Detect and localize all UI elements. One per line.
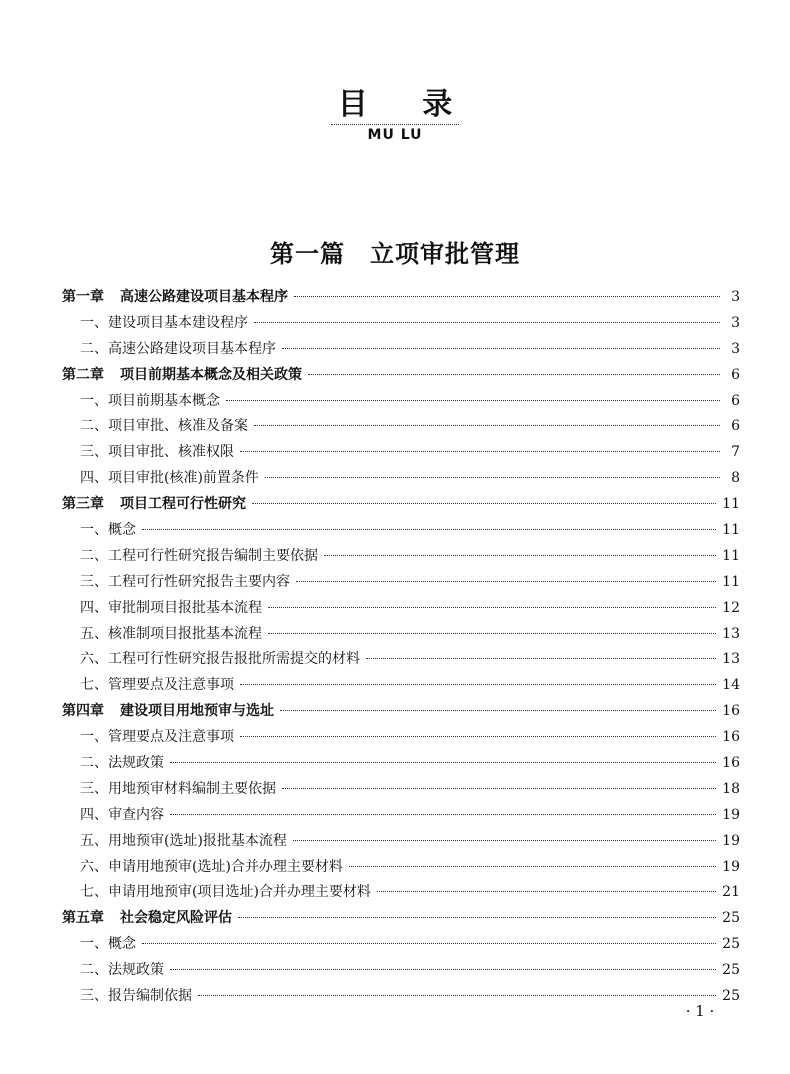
- dot-leader: [240, 451, 720, 452]
- entry-title: 二、高速公路建设项目基本程序: [80, 340, 276, 357]
- entry-page-number: 25: [722, 910, 740, 927]
- dot-leader: [293, 840, 716, 841]
- dot-leader: [170, 969, 716, 970]
- toc-chapter-entry[interactable]: [62, 699, 740, 725]
- dot-leader: [282, 788, 716, 789]
- chapter-number: 第五章: [62, 910, 104, 927]
- toc-section-entry[interactable]: [62, 984, 740, 1010]
- entry-title: 社会稳定风险评估: [120, 910, 232, 927]
- part-title: 第一篇 立项审批管理: [270, 239, 520, 268]
- entry-page-number: 12: [722, 599, 740, 616]
- toc-section-entry[interactable]: [62, 647, 740, 673]
- dot-leader: [294, 296, 720, 297]
- entry-title: 一、概念: [80, 936, 136, 953]
- entry-page-number: 6: [731, 392, 740, 409]
- toc-section-entry[interactable]: [62, 880, 740, 906]
- entry-page-number: 16: [722, 755, 740, 772]
- toc-section-entry[interactable]: [62, 673, 740, 699]
- entry-page-number: 11: [722, 573, 740, 590]
- entry-page-number: 11: [722, 547, 740, 564]
- dot-leader: [252, 503, 716, 504]
- dot-leader: [142, 943, 716, 944]
- entry-title: 项目前期基本概念及相关政策: [120, 366, 302, 383]
- toc-chapter-entry[interactable]: [62, 492, 740, 518]
- entry-page-number: 11: [722, 522, 740, 539]
- entry-page-number: 19: [722, 832, 740, 849]
- dot-leader: [265, 477, 720, 478]
- toc-section-entry[interactable]: [62, 414, 740, 440]
- toc-section-entry[interactable]: [62, 440, 740, 466]
- chapter-number: 第三章: [62, 496, 104, 513]
- entry-title: 一、建设项目基本建设程序: [80, 314, 248, 331]
- toc-chapter-entry[interactable]: [62, 906, 740, 932]
- toc-section-entry[interactable]: [62, 596, 740, 622]
- entry-title: 七、管理要点及注意事项: [80, 677, 234, 694]
- toc-section-entry[interactable]: [62, 829, 740, 855]
- entry-title: 二、法规政策: [80, 962, 164, 979]
- dot-leader: [268, 607, 716, 608]
- dot-leader: [280, 710, 716, 711]
- entry-title: 三、用地预审材料编制主要依据: [80, 780, 276, 797]
- entry-page-number: 19: [722, 858, 740, 875]
- entry-title: 三、项目审批、核准权限: [80, 444, 234, 461]
- entry-title: 六、工程可行性研究报告报批所需提交的材料: [80, 651, 360, 668]
- entry-page-number: 14: [722, 677, 740, 694]
- entry-page-number: 6: [731, 366, 740, 383]
- dot-leader: [324, 555, 716, 556]
- toc-section-entry[interactable]: [62, 389, 740, 415]
- dot-leader: [282, 348, 720, 349]
- entry-title: 七、申请用地预审(项目选址)合并办理主要材料: [80, 884, 371, 901]
- entry-title: 四、审批制项目报批基本流程: [80, 599, 262, 616]
- entry-page-number: 19: [722, 806, 740, 823]
- entry-page-number: 3: [731, 340, 740, 357]
- entry-title: 六、申请用地预审(选址)合并办理主要材料: [80, 858, 343, 875]
- entry-title: 一、概念: [80, 522, 136, 539]
- entry-title: 四、项目审批(核准)前置条件: [80, 470, 259, 487]
- toc-section-entry[interactable]: [62, 777, 740, 803]
- chapter-number: 第四章: [62, 703, 104, 720]
- dot-leader: [198, 995, 716, 996]
- page-number: · 1 ·: [685, 1002, 715, 1020]
- dot-leader: [226, 400, 720, 401]
- chapter-number: 第二章: [62, 366, 104, 383]
- entry-title: 三、报告编制依据: [80, 988, 192, 1005]
- toc-section-entry[interactable]: [62, 337, 740, 363]
- dot-leader: [238, 917, 716, 918]
- entry-title: 三、工程可行性研究报告主要内容: [80, 573, 290, 590]
- dot-leader: [142, 529, 716, 530]
- chapter-number: 第一章: [62, 289, 104, 305]
- toc-section-entry[interactable]: [62, 544, 740, 570]
- entry-page-number: 18: [722, 780, 740, 797]
- dot-leader: [366, 658, 716, 659]
- toc-section-entry[interactable]: [62, 466, 740, 492]
- dot-leader: [240, 684, 716, 685]
- dot-leader: [240, 736, 716, 737]
- entry-page-number: 3: [731, 314, 740, 331]
- toc-section-entry[interactable]: [62, 570, 740, 596]
- entry-title: 项目工程可行性研究: [120, 496, 246, 513]
- page-title: 目 录: [337, 87, 475, 122]
- toc-section-entry[interactable]: [62, 855, 740, 881]
- page-subtitle: MU LU: [367, 127, 423, 143]
- toc-section-entry[interactable]: [62, 725, 740, 751]
- dot-leader: [254, 425, 720, 426]
- entry-page-number: 13: [722, 625, 740, 642]
- table-of-contents: [62, 285, 740, 1010]
- entry-title: 一、管理要点及注意事项: [80, 729, 234, 746]
- entry-page-number: 7: [731, 444, 740, 461]
- entry-title: 二、项目审批、核准及备案: [80, 418, 248, 435]
- entry-page-number: 21: [722, 884, 740, 901]
- entry-page-number: 13: [722, 651, 740, 668]
- entry-page-number: 11: [722, 496, 740, 513]
- entry-title: 二、法规政策: [80, 755, 164, 772]
- title-divider: [331, 124, 459, 125]
- entry-title: 五、用地预审(选址)报批基本流程: [80, 832, 287, 849]
- entry-page-number: 25: [722, 988, 740, 1005]
- toc-section-entry[interactable]: [62, 958, 740, 984]
- toc-chapter-entry[interactable]: [62, 285, 740, 311]
- dot-leader: [254, 322, 720, 323]
- toc-section-entry[interactable]: [62, 932, 740, 958]
- entry-title: 一、项目前期基本概念: [80, 392, 220, 409]
- dot-leader: [268, 633, 716, 634]
- entry-page-number: 16: [722, 703, 740, 720]
- toc-section-entry[interactable]: [62, 803, 740, 829]
- entry-title: 四、审查内容: [80, 806, 164, 823]
- toc-section-entry[interactable]: [62, 311, 740, 337]
- dot-leader: [170, 762, 716, 763]
- toc-chapter-entry[interactable]: [62, 363, 740, 389]
- entry-page-number: 6: [731, 418, 740, 435]
- toc-section-entry[interactable]: [62, 751, 740, 777]
- entry-page-number: 8: [731, 470, 740, 487]
- dot-leader: [170, 814, 716, 815]
- dot-leader: [296, 581, 716, 582]
- entry-title: 建设项目用地预审与选址: [120, 703, 274, 720]
- entry-page-number: 25: [722, 962, 740, 979]
- entry-page-number: 25: [722, 936, 740, 953]
- entry-title: 五、核准制项目报批基本流程: [80, 625, 262, 642]
- dot-leader: [377, 891, 716, 892]
- dot-leader: [349, 866, 716, 867]
- toc-section-entry[interactable]: [62, 622, 740, 648]
- toc-section-entry[interactable]: [62, 518, 740, 544]
- entry-title: 高速公路建设项目基本程序: [120, 289, 288, 305]
- toc-header: [0, 88, 790, 143]
- entry-page-number: 16: [722, 729, 740, 746]
- dot-leader: [308, 374, 720, 375]
- entry-title: 二、工程可行性研究报告编制主要依据: [80, 547, 318, 564]
- entry-page-number: 3: [731, 289, 740, 305]
